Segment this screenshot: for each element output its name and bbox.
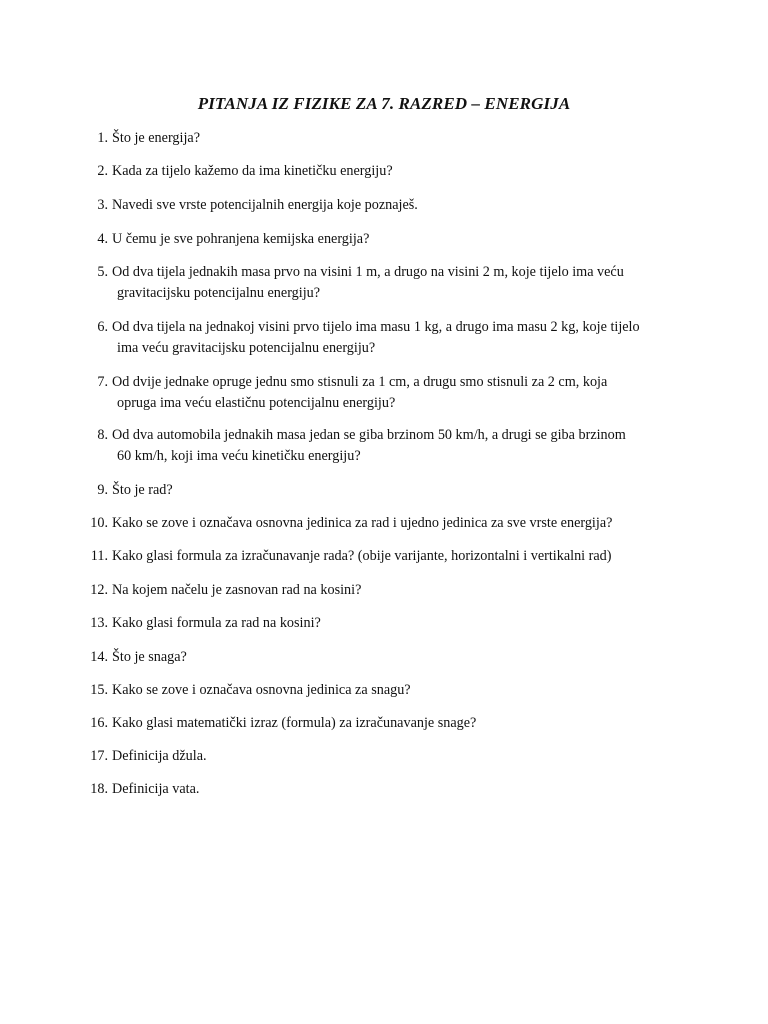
question-number: 11. <box>90 548 108 564</box>
question-number: 2. <box>97 163 108 179</box>
question-text-line: Kada za tijelo kažemo da ima kinetičku energiju? <box>112 163 393 179</box>
question-text-line: Od dva tijela na jednakoj visini prvo tijelo ima masu 1 kg, a drugo ima masu 2 kg, koje tijelo <box>112 319 640 335</box>
question-text-line: Od dva automobila jednakih masa jedan se giba brzinom 50 km/h, a drugi se giba brzinom <box>112 427 626 443</box>
question-text-line: Od dvije jednake opruge jednu smo stisnuli za 1 cm, a drugu smo stisnuli za 2 cm, koja <box>112 374 608 390</box>
question-number: 10. <box>90 515 108 531</box>
question-text-line: opruga ima veću elastičnu potencijalnu energiju? <box>117 394 396 411</box>
question-text-line: Što je energija? <box>112 130 200 146</box>
question-text <box>112 580 672 601</box>
question-number: 17. <box>90 748 108 764</box>
question-text <box>112 229 672 250</box>
question-text-line: Definicija džula. <box>112 748 207 764</box>
question-text-line: 60 km/h, koji ima veću kinetičku energiju? <box>117 447 361 464</box>
question-number: 7. <box>97 374 108 390</box>
question-text <box>112 779 672 800</box>
question-text <box>112 746 672 767</box>
question-text-line: Navedi sve vrste potencijalnih energija koje poznaješ. <box>112 197 418 213</box>
question-number: 6. <box>97 319 108 335</box>
question-number: 1. <box>97 130 108 146</box>
question-number: 4. <box>97 231 108 247</box>
question-text-line: Definicija vata. <box>112 781 200 797</box>
question-text-line: Kako glasi matematički izraz (formula) za izračunavanje snage? <box>112 715 477 731</box>
question-number: 18. <box>90 781 108 797</box>
question-text-line: Na kojem načelu je zasnovan rad na kosini? <box>112 582 362 598</box>
question-number: 3. <box>97 197 108 213</box>
question-number: 15. <box>90 682 108 698</box>
question-number: 12. <box>90 582 108 598</box>
question-text <box>112 613 672 634</box>
question-text <box>112 317 672 358</box>
question-number: 9. <box>97 482 108 498</box>
question-text-line: Kako glasi formula za izračunavanje rada? (obije varijante, horizontalni i vertikalni rad) <box>112 548 612 564</box>
question-text-line: Kako se zove i označava osnovna jedinica za rad i ujedno jedinica za sve vrste energija? <box>112 515 613 531</box>
question-text <box>112 262 672 303</box>
question-number: 13. <box>90 615 108 631</box>
question-number: 5. <box>97 264 108 280</box>
question-text <box>112 128 672 149</box>
question-text-line: U čemu je sve pohranjena kemijska energija? <box>112 231 370 247</box>
question-text <box>112 161 672 182</box>
question-text-line: gravitacijsku potencijalnu energiju? <box>117 284 321 301</box>
question-text <box>112 680 672 701</box>
question-text <box>112 480 672 501</box>
question-text <box>112 546 672 567</box>
question-text-line: Kako se zove i označava osnovna jedinica za snagu? <box>112 682 411 698</box>
question-text-line: Od dva tijela jednakih masa prvo na visini 1 m, a drugo na visini 2 m, koje tijelo ima veću <box>112 264 624 280</box>
question-number: 14. <box>90 649 108 665</box>
question-text <box>112 195 672 216</box>
question-text-line: Što je rad? <box>112 482 173 498</box>
question-text <box>112 647 672 668</box>
question-text <box>112 513 672 534</box>
question-text-line: Što je snaga? <box>112 649 187 665</box>
question-text-line: Kako glasi formula za rad na kosini? <box>112 615 321 631</box>
question-text <box>112 372 672 413</box>
question-number: 16. <box>90 715 108 731</box>
question-text <box>112 425 672 466</box>
question-number: 8. <box>97 427 108 443</box>
question-text-line: ima veću gravitacijsku potencijalnu energiju? <box>117 339 376 356</box>
document-title: PITANJA IZ FIZIKE ZA 7. RAZRED – ENERGIJA <box>197 94 571 113</box>
question-text <box>112 713 672 734</box>
